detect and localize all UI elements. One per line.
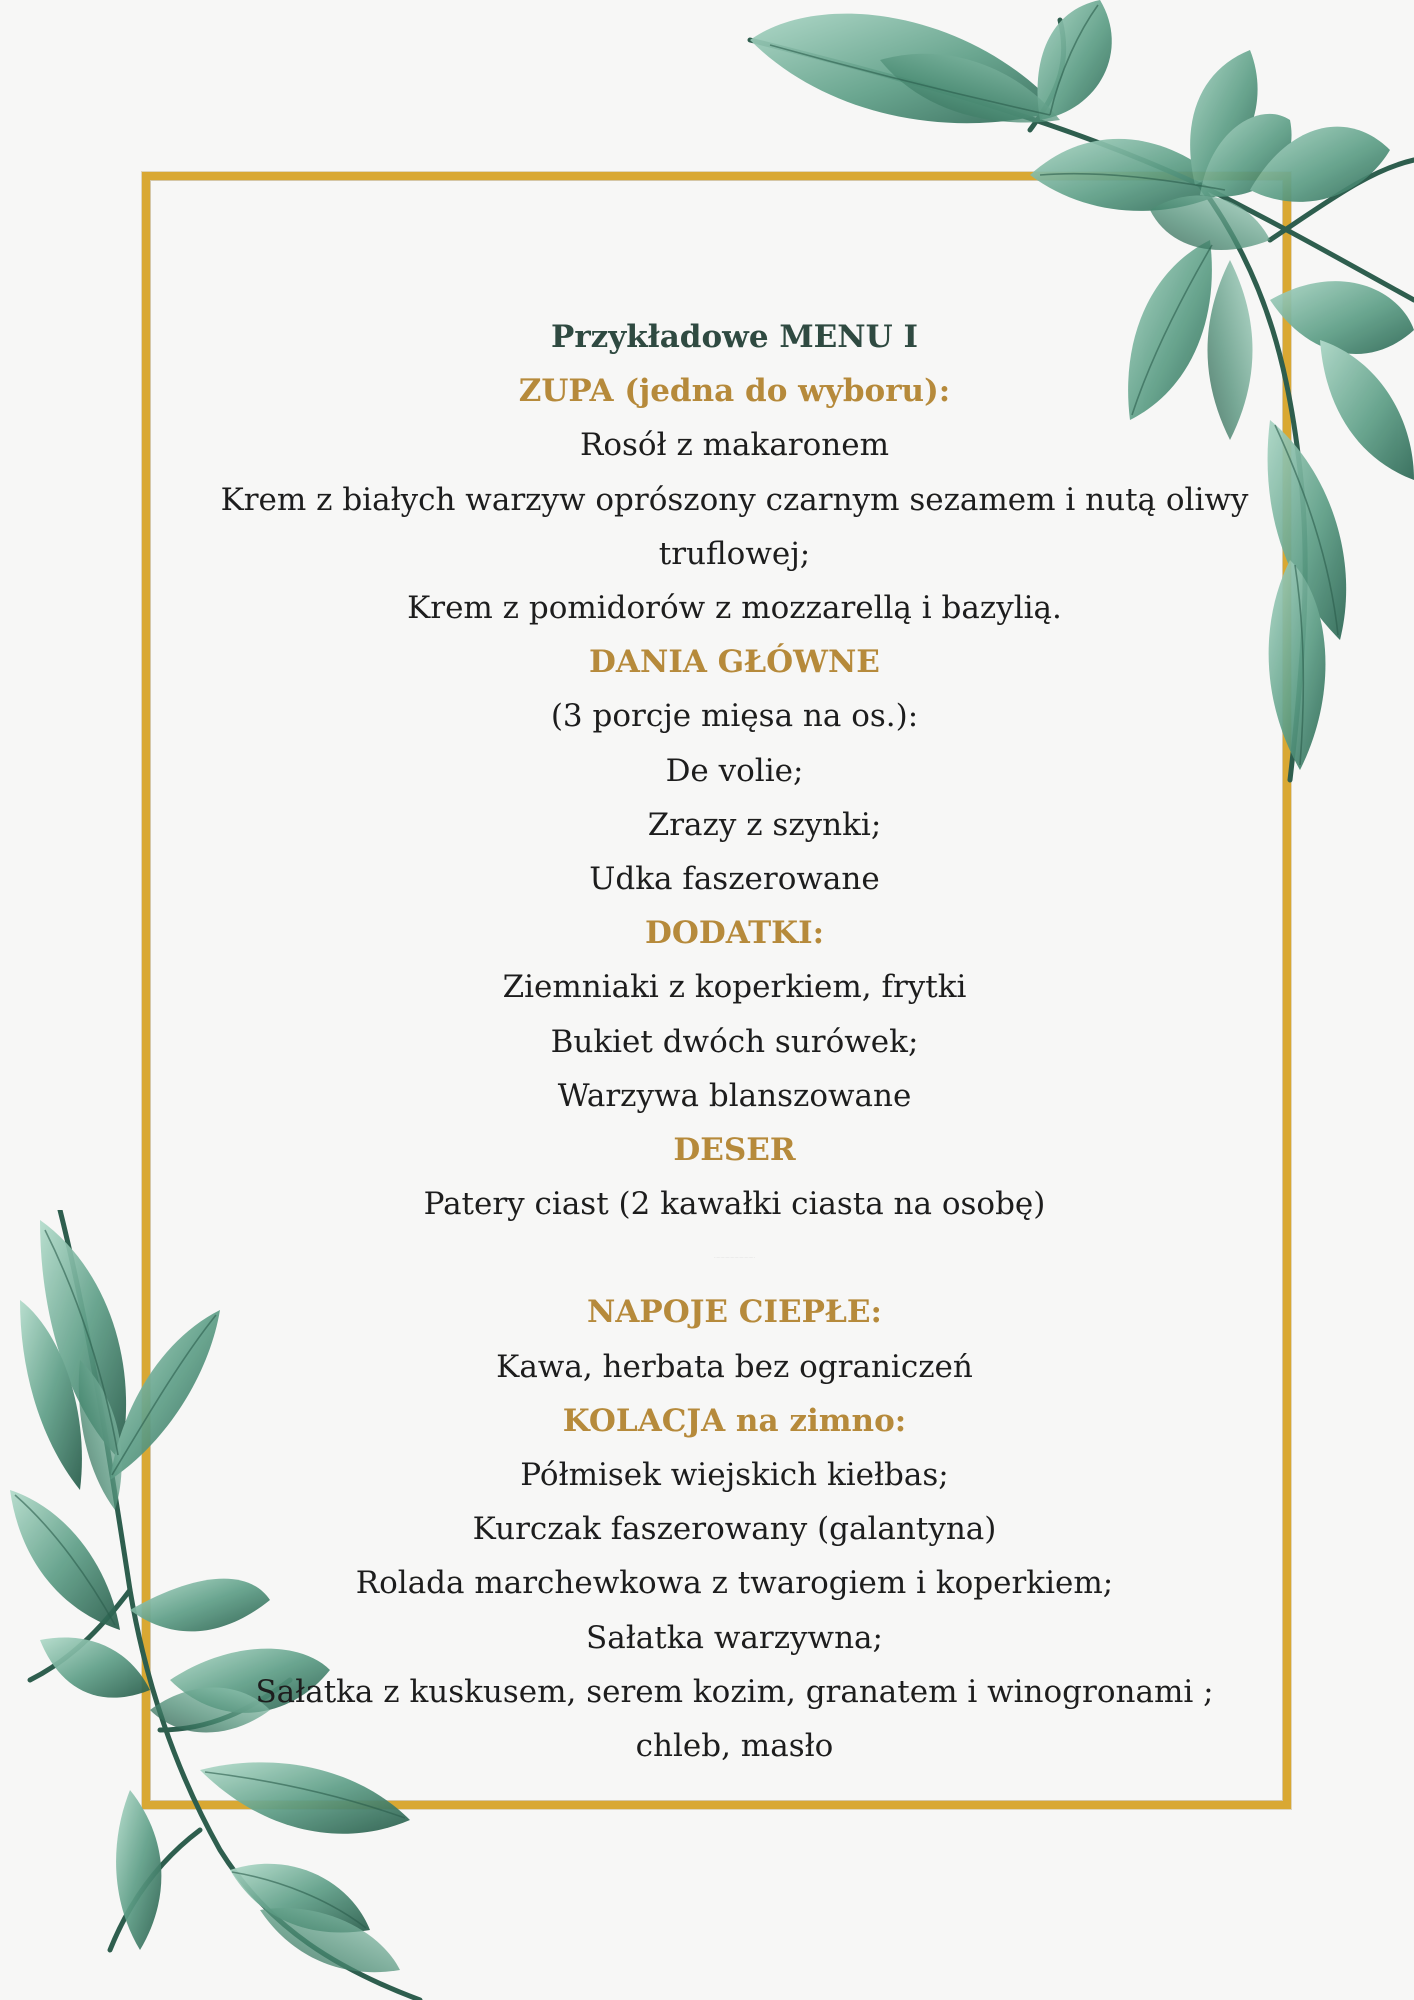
dinner-item: chleb, masło	[635, 1728, 834, 1765]
sides-item: Ziemniaki z koperkiem, frytki	[502, 969, 967, 1006]
soup-item: Krem z białych warzyw oprószony czarnym sezamem i nutą oliwy	[220, 481, 1249, 518]
dessert-heading: DESER	[673, 1132, 796, 1169]
separator-text: ................................	[714, 1254, 755, 1260]
main-item: (3 porcje mięsa na os.):	[550, 698, 919, 735]
main-item: De volie;	[665, 752, 804, 789]
drinks-heading: NAPOJE CIEPŁE:	[587, 1294, 882, 1331]
dessert-item: Patery ciast (2 kawałki ciasta na osobę)	[423, 1186, 1046, 1223]
sides-heading: DODATKI:	[644, 915, 825, 952]
main-item: Udka faszerowane	[589, 861, 880, 898]
dinner-item: Rolada marchewkowa z twarogiem i koperkiem;	[355, 1565, 1114, 1602]
soup-item: Rosół z makaronem	[579, 427, 889, 464]
dinner-heading: KOLACJA na zimno:	[562, 1402, 907, 1439]
dinner-item: Sałatka z kuskusem, serem kozim, granatem i winogronami ;	[255, 1673, 1214, 1710]
section-separator	[142, 1231, 1327, 1285]
main-heading: DANIA GŁÓWNE	[589, 644, 880, 681]
dinner-item: Półmisek wiejskich kiełbas;	[520, 1457, 949, 1494]
menu-title: Przykładowe MENU I	[551, 319, 918, 355]
sides-item: Bukiet dwóch surówek;	[550, 1023, 919, 1060]
drinks-item: Kawa, herbata bez ograniczeń	[496, 1348, 973, 1385]
soup-heading: ZUPA (jedna do wyboru):	[518, 373, 951, 410]
main-item: Zrazy z szynki;	[647, 806, 882, 843]
soup-item: truflowej;	[658, 535, 811, 572]
menu-content	[142, 310, 1327, 1773]
dinner-item: Sałatka warzywna;	[586, 1619, 883, 1656]
soup-item: Krem z pomidorów z mozzarellą i bazylią.	[407, 590, 1062, 627]
sides-item: Warzywa blanszowane	[557, 1077, 912, 1114]
dinner-item: Kurczak faszerowany (galantyna)	[472, 1511, 997, 1548]
